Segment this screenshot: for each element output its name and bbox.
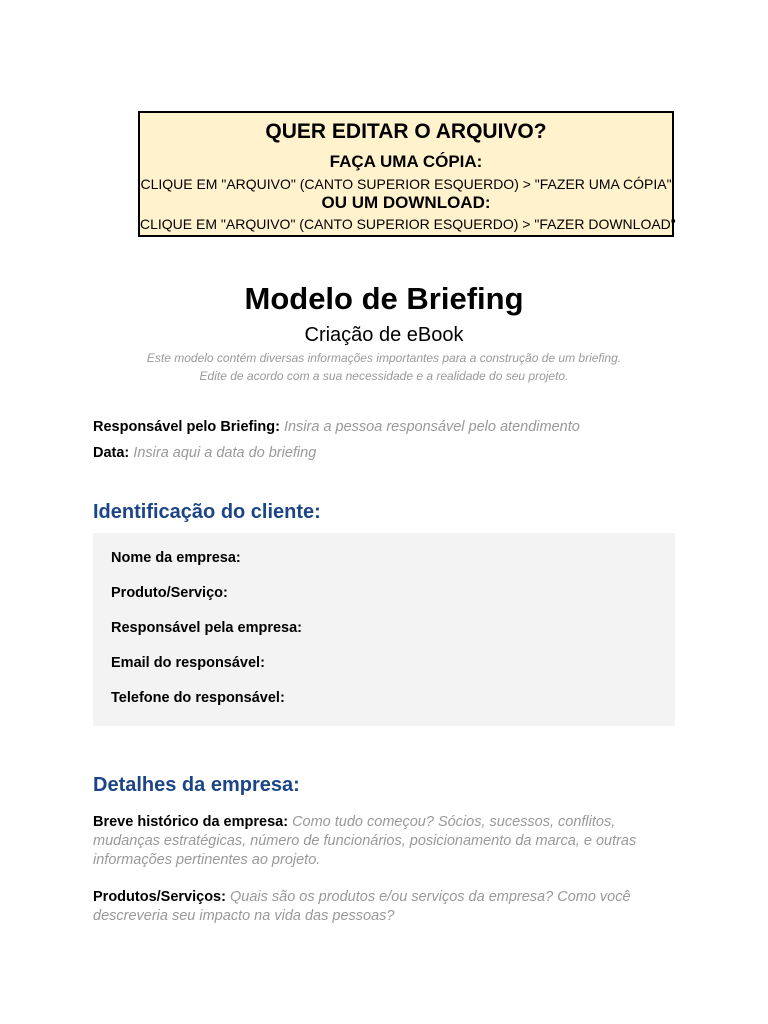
company-history-label: Breve histórico da empresa:: [93, 814, 289, 830]
responsible-field: [93, 417, 693, 437]
client-field-responsible-email[interactable]: Email do responsável:: [111, 655, 265, 671]
company-history-paragraph: [93, 813, 675, 870]
client-field-company-name[interactable]: Nome da empresa:: [111, 550, 241, 566]
notice-title: QUER EDITAR O ARQUIVO?: [265, 120, 547, 143]
document-title: Modelo de Briefing: [244, 281, 524, 316]
client-field-product-service[interactable]: Produto/Serviço:: [111, 585, 228, 601]
company-section-title: Detalhes da empresa:: [93, 774, 300, 796]
products-services-label: Produtos/Serviços:: [93, 889, 226, 905]
document-subtitle: Criação de eBook: [304, 324, 464, 346]
company-history-placeholder[interactable]: Como tudo começou? Sócios, sucessos, conflitos, mudanças estratégicas, número de funcionários, posicionamento da marca, e outras informações pertinentes ao projeto.: [93, 814, 637, 868]
edit-notice-box: [138, 111, 674, 237]
products-services-placeholder[interactable]: Quais são os produtos e/ou serviços da empresa? Como você descreveria seu impacto na vida das pessoas?: [93, 889, 631, 924]
client-info-box: [93, 533, 675, 726]
notice-copy-instruction: CLIQUE EM "ARQUIVO" (CANTO SUPERIOR ESQUERDO) > "FAZER UMA CÓPIA": [140, 176, 672, 192]
date-placeholder[interactable]: Insira aqui a data do briefing: [133, 445, 317, 461]
client-field-responsible-phone[interactable]: Telefone do responsável:: [111, 690, 285, 706]
notice-download-instruction: CLIQUE EM "ARQUIVO" (CANTO SUPERIOR ESQUERDO) > "FAZER DOWNLOAD": [140, 216, 676, 232]
client-field-company-responsible[interactable]: Responsável pela empresa:: [111, 620, 303, 636]
document-description: Este modelo contém diversas informações importantes para a construção de um briefing. Edite de acordo com a sua necessidade e a realidade do seu projeto.: [146, 351, 622, 383]
responsible-label: Responsável pelo Briefing:: [93, 419, 280, 435]
client-section-title: Identificação do cliente:: [93, 501, 321, 523]
responsible-placeholder[interactable]: Insira a pessoa responsável pelo atendimento: [283, 419, 580, 435]
notice-download-heading: OU UM DOWNLOAD:: [321, 193, 491, 212]
products-services-paragraph: [93, 888, 675, 926]
date-field: [93, 443, 693, 463]
date-label: Data:: [93, 445, 130, 461]
notice-copy-heading: FAÇA UMA CÓPIA:: [329, 152, 483, 171]
